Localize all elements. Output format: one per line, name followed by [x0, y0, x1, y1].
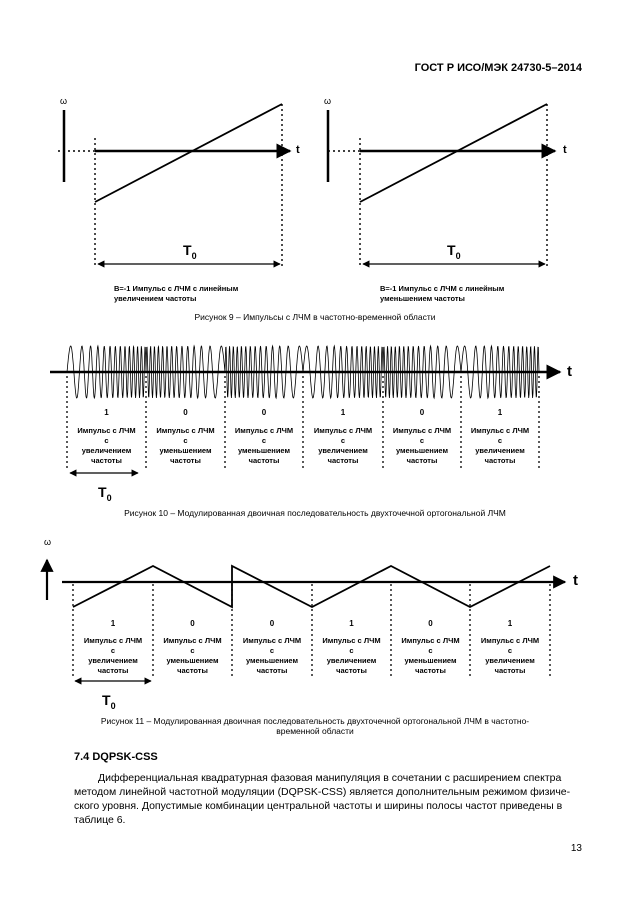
- fig11-bit: 0: [190, 619, 195, 628]
- fig11-segment-label: Импульс с ЛЧМ с увеличением частоты: [480, 636, 540, 675]
- fig10-segment-label: Импульс с ЛЧМ с увеличением частоты: [313, 426, 373, 465]
- fig10-caption: Рисунок 10 – Модулированная двоичная последовательность двухточечной ортогональной ЛЧМ: [124, 508, 506, 518]
- fig9-right-label: B=-1 Импульс с ЛЧМ с линейным уменьшением частоты: [380, 284, 505, 303]
- fig11-segment-label: Импульс с ЛЧМ с увеличением частоты: [322, 636, 381, 675]
- fig10-segment-label: Импульс с ЛЧМ с уменьшением частоты: [156, 426, 215, 465]
- fig9-right-T0: $T_0$: [447, 242, 461, 261]
- fig11-segment-label: Импульс с ЛЧМ с уменьшением частоты: [242, 636, 302, 675]
- fig10-segment-label: Импульс с ЛЧМ с уменьшением частоты: [392, 426, 452, 465]
- fig10-segment-label: Импульс с ЛЧМ с увеличением частоты: [470, 426, 530, 465]
- fig10-bit: 1: [340, 408, 346, 417]
- fig9-right-chirp-line: [360, 104, 547, 202]
- fig10-T0: $T_0$: [98, 484, 112, 503]
- fig9-left-omega-label: ω: [60, 96, 68, 106]
- fig10-bit: 0: [419, 408, 425, 417]
- fig10-segment-label: Импульс с ЛЧМ с увеличением частоты: [77, 426, 136, 465]
- fig11-segment-label: Импульс с ЛЧМ с увеличением частоты: [83, 636, 143, 675]
- fig11-bit: 1: [507, 619, 513, 628]
- page-number: 13: [570, 843, 582, 854]
- fig10-bit: 0: [261, 408, 267, 417]
- fig9-left-T0: $T_0$: [183, 242, 197, 261]
- fig11-segment-label: Импульс с ЛЧМ с уменьшением частоты: [401, 636, 460, 675]
- fig11-omega-label: ω: [44, 537, 52, 547]
- fig10-bit: 0: [183, 408, 188, 417]
- fig11-bit: 0: [428, 619, 433, 628]
- fig11-bit: 0: [269, 619, 275, 628]
- fig10-segment-label: Импульс с ЛЧМ с уменьшением частоты: [234, 426, 294, 465]
- document-header: ГОСТ Р ИСО/МЭК 24730-5–2014: [414, 62, 582, 74]
- section-title: 7.4 DQPSK-CSS: [74, 751, 158, 763]
- fig11-bit: 1: [349, 619, 354, 628]
- fig9-left-t-label: t: [296, 144, 300, 156]
- fig9-right-omega-label: ω: [324, 96, 332, 106]
- fig10-bit: 1: [497, 408, 503, 417]
- fig10-bit: 1: [104, 408, 109, 417]
- fig9-right-diagram: [328, 104, 555, 268]
- fig11-T0: $T_0$: [102, 692, 116, 711]
- fig11-bit: 1: [110, 619, 116, 628]
- fig11-caption: Рисунок 11 – Модулированная двоичная последовательность двухточечной ортогональной ЛЧМ в частотно- временной области: [100, 716, 530, 736]
- fig9-left-diagram: [58, 104, 290, 268]
- fig10-t-label: t: [567, 363, 572, 380]
- fig11-segment-label: Импульс с ЛЧМ с уменьшением частоты: [163, 636, 222, 675]
- fig9-left-chirp-line: [95, 104, 282, 202]
- fig9-caption: Рисунок 9 – Импульсы с ЛЧМ в частотно-временной области: [194, 312, 436, 322]
- fig11-t-label: t: [573, 572, 578, 589]
- section-paragraph: Дифференциальная квадратурная фазовая манипуляция в сочетании с расширением спектра методом линейной частотной модуляции (DQPSK-CSS) является дополнительным режимом физиче- ского уровня. Допустимые комбинации центральной частоты и ширины полосы частот приведены в таблице 6.: [74, 772, 571, 826]
- fig9-left-label: B=-1 Импульс с ЛЧМ с линейным увеличением частоты: [114, 284, 239, 303]
- fig9-right-t-label: t: [563, 144, 567, 156]
